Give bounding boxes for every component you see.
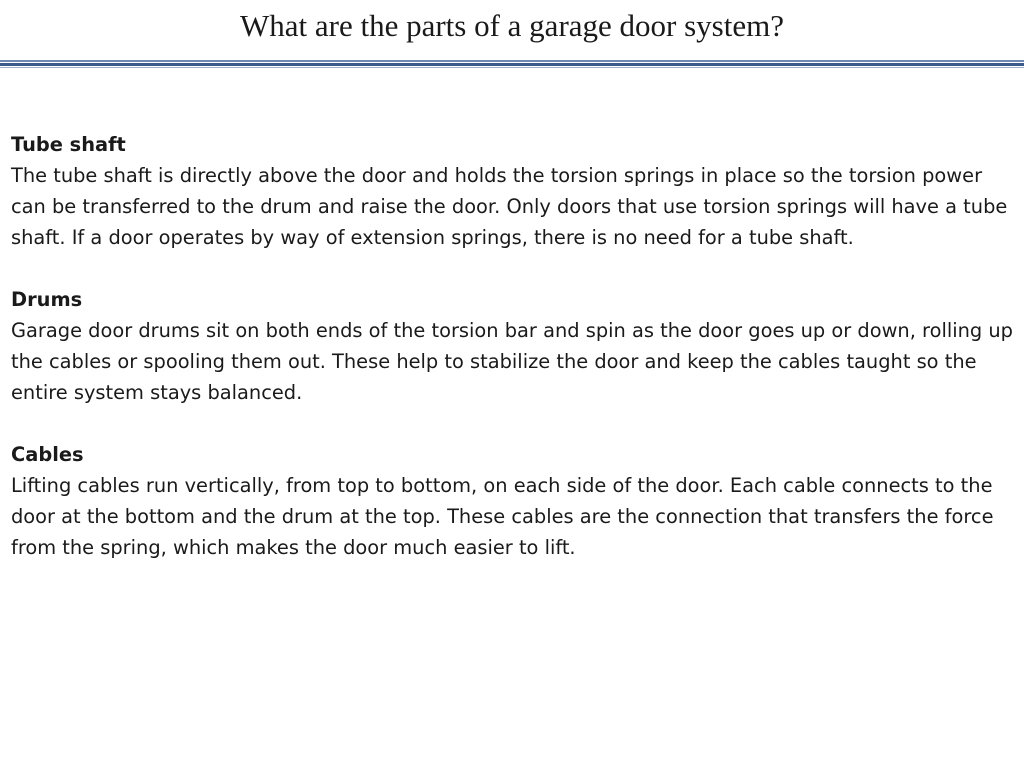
section-heading: Tube shaft [11, 133, 126, 156]
section-cables [11, 439, 1017, 563]
section-drums [11, 284, 1017, 408]
divider-line-bottom [0, 67, 1024, 68]
section-tube-shaft [11, 129, 1017, 253]
divider-line-top [0, 60, 1024, 62]
section-body: Garage door drums sit on both ends of the torsion bar and spin as the door goes up or down, rolling up the cables or spooling them out. These help to stabilize the door and keep the cables taught so the entire system stays balanced. [11, 319, 1013, 404]
slide-title: What are the parts of a garage door system? [240, 8, 784, 43]
section-heading: Cables [11, 443, 84, 466]
section-body: Lifting cables run vertically, from top to bottom, on each side of the door. Each cable connects to the door at the bottom and the drum at the top. These cables are the connection that transfers the force from the spring, which makes the door much easier to lift. [11, 474, 994, 559]
title-divider [0, 60, 1024, 69]
divider-line-main [0, 63, 1024, 66]
slide-content [11, 129, 1017, 594]
section-heading: Drums [11, 288, 83, 311]
section-body: The tube shaft is directly above the door and holds the torsion springs in place so the torsion power can be transferred to the drum and raise the door. Only doors that use torsion springs will have a tube shaft. If a door operates by way of extension springs, there is no need for a tube shaft. [11, 164, 1008, 249]
